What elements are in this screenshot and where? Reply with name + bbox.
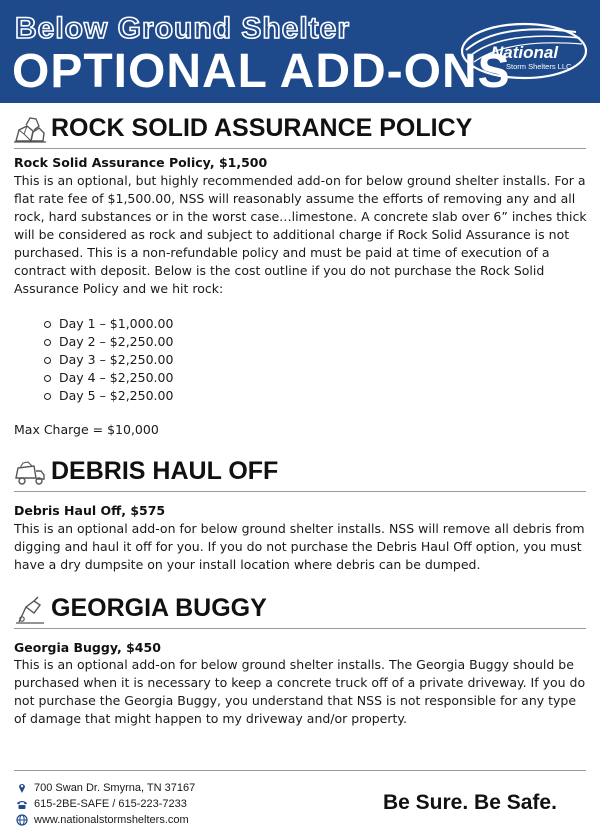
phone-icon [16,798,28,810]
footer-divider [14,770,586,771]
logo-subtext: Storm Shelters LLC [506,62,572,71]
section-body: This is an optional add-on for below ground shelter installs. NSS will remove all debris from digging and haul it off for you. If you do not purchase the Debris Haul Off option, you must have a dry dumpsite on your install location where debris can be dumped. [14,521,585,572]
map-pin-icon [16,782,28,794]
footer-website[interactable]: www.nationalstormshelters.com [16,813,316,828]
logo-name: National [491,43,559,62]
section-body: This is an optional add-on for below ground shelter installs. The Georgia Buggy should be purchased when it is necessary to keep a concrete truck off of a private driveway. If you do not purchase the Georgia Buggy, you understand that NSS is not responsible for any type of damage that might happen to my driveway and/or property. [14,657,586,726]
bullet-icon [44,339,51,346]
rocks-icon [14,115,46,145]
slogan: Be Sure. Be Safe. [383,791,557,814]
page-title: OPTIONAL ADD-ONS [12,45,511,98]
list-item: Day 2 – $2,250.00 [44,333,173,351]
list-item: Day 5 – $2,250.00 [44,387,173,405]
footer-phone[interactable]: 615-2BE-SAFE / 615-223-7233 [16,797,316,812]
section-header-debris [14,456,586,492]
section-header-georgia-buggy [14,593,586,629]
list-item: Day 3 – $2,250.00 [44,351,173,369]
list-item: Day 4 – $2,250.00 [44,369,173,387]
cost-outline-list [44,315,173,405]
list-item: Day 1 – $1,000.00 [44,315,173,333]
bullet-icon [44,321,51,328]
section-title: GEORGIA BUGGY [51,594,267,622]
globe-icon [16,814,28,826]
max-charge-text: Max Charge = $10,000 [14,422,159,437]
section-header-rock-solid [14,113,586,149]
section-title: DEBRIS HAUL OFF [51,457,279,485]
bullet-icon [44,375,51,382]
bullet-icon [44,357,51,364]
header-banner [0,0,600,103]
buggy-icon [14,595,46,625]
bullet-icon [44,393,51,400]
company-logo [458,20,590,82]
section-subheading: Debris Haul Off, $575 [14,503,166,518]
section-subheading: Rock Solid Assurance Policy, $1,500 [14,155,268,170]
footer-address: 700 Swan Dr. Smyrna, TN 37167 [16,781,316,796]
section-subheading: Georgia Buggy, $450 [14,640,161,655]
section-body: This is an optional, but highly recommended add-on for below ground shelter installs. For a flat rate fee of $1,500.00, NSS will reasonably assume the efforts of removing any and all rock, hard substances or in the worst case…limestone. A concrete slab over 6” inches thick will be considered as rock and subject to additional charge if Rock Solid Assurance is not purchased. This is a non-refundable policy and must be paid at time of execution of a contract with deposit. Below is the cost outline if you do not purchase the Rock Solid Assurance Policy and we hit rock: [14,173,587,296]
header-subtitle: Below Ground Shelter [15,12,351,45]
dump-truck-icon [14,458,46,488]
section-title: ROCK SOLID ASSURANCE POLICY [51,114,473,142]
